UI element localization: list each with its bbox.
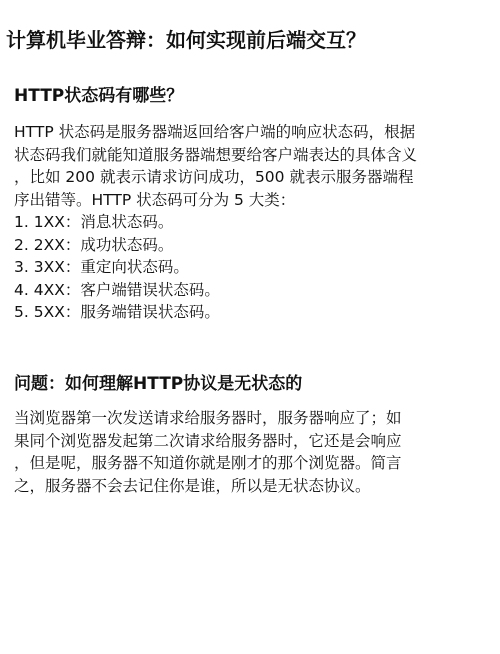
- paragraph-line: HTTP 状态码是服务器端返回给客户端的响应状态码，根据: [14, 123, 416, 141]
- paragraph-line: 序出错等。HTTP 状态码可分为 5 大类：: [14, 190, 296, 209]
- section-heading-http-status-codes: HTTP状态码有哪些？: [14, 86, 184, 106]
- paragraph-line: 果同个浏览器发起第二次请求给服务器时，它还是会响应: [14, 431, 402, 450]
- http-status-codes-paragraph: [14, 121, 486, 324]
- list-item: 3. 3XX：重定向状态码。: [14, 258, 189, 276]
- page-title: 计算机毕业答辩：如何实现前后端交互？: [6, 28, 366, 52]
- list-item: 1. 1XX：消息状态码。: [14, 213, 174, 231]
- paragraph-line: 之，服务器不会去记住你是谁，所以是无状态协议。: [14, 476, 371, 495]
- list-item: 5. 5XX：服务端错误状态码。: [14, 303, 220, 321]
- paragraph-line: ，比如 200 就表示请求访问成功，500 就表示服务器端程: [14, 168, 414, 186]
- paragraph-line: 状态码我们就能知道服务器端想要给客户端表达的具体含义: [14, 145, 418, 164]
- paragraph-line: 当浏览器第一次发送请求给服务器时，服务器响应了；如: [14, 409, 402, 427]
- list-item: 2. 2XX：成功状态码。: [14, 235, 174, 254]
- stateless-http-paragraph: [14, 407, 486, 497]
- list-item: 4. 4XX：客户端错误状态码。: [14, 280, 220, 299]
- paragraph-line: ，但是呢，服务器不知道你就是刚才的那个浏览器。简言: [14, 454, 402, 472]
- section-heading-stateless-http: 问题：如何理解HTTP协议是无状态的: [14, 374, 303, 394]
